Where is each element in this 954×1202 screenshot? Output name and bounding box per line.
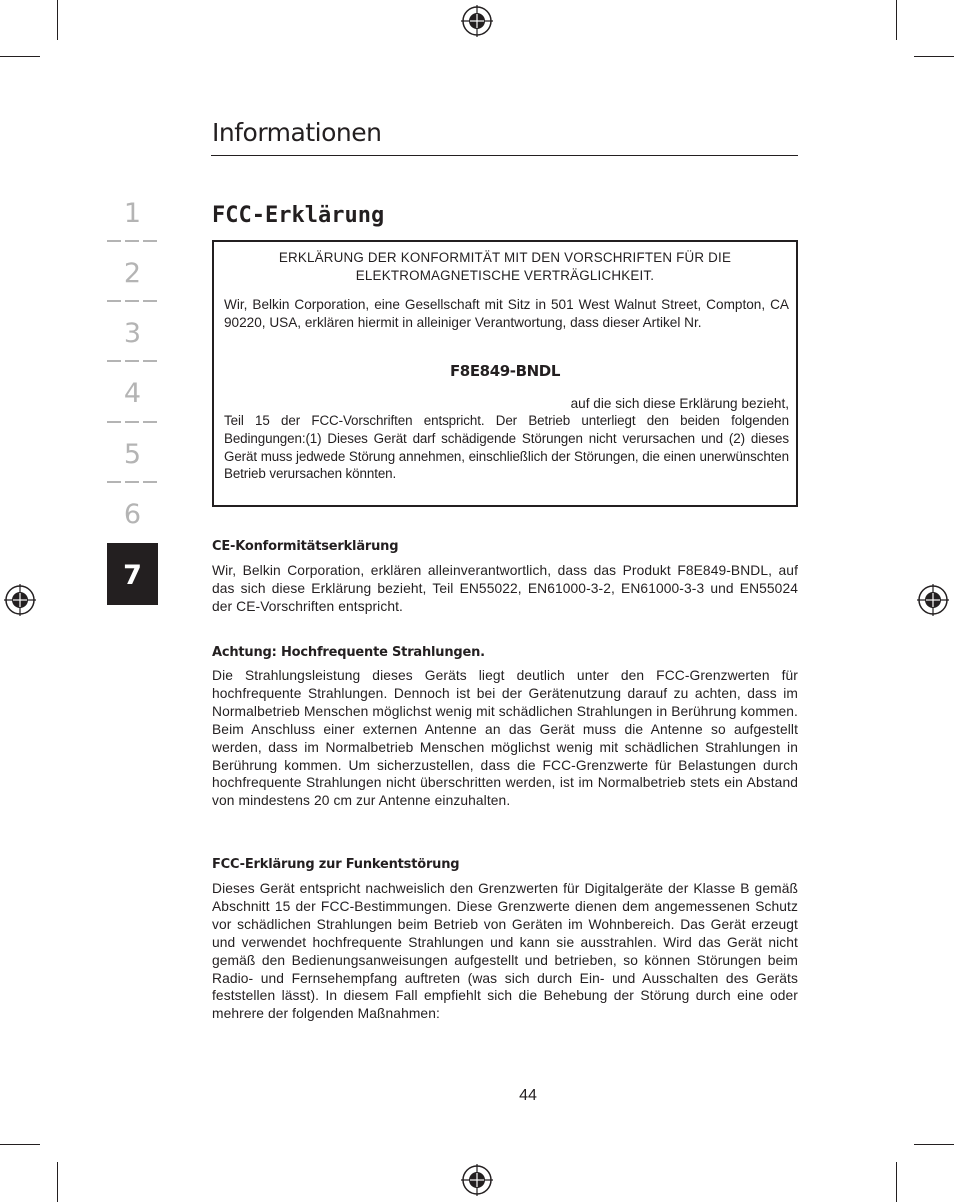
- declaration-heading: ERKLÄRUNG DER KONFORMITÄT MIT DEN VORSCHRIFTEN FÜR DIE ELEKTROMAGNETISCHE VERTRÄGLICHKEIT.: [278, 250, 732, 283]
- crop-mark: [0, 56, 40, 57]
- crop-mark: [914, 56, 954, 57]
- crop-mark: [57, 1162, 58, 1202]
- fcc-declaration-box: [212, 240, 798, 507]
- declaration-statement-lead: auf die sich diese Erklärung bezieht,: [570, 396, 789, 411]
- chapter-divider: [107, 421, 158, 423]
- radio-interference-text: Dieses Gerät entspricht nachweislich den Grenzwerten für Digitalgeräte der Klasse B gemäß Abschnitt 15 der FCC-Bestimmungen. Diese Grenzwerte dienen dem angemessenen Schutz vor schädlichen Strahlungen beim Betrieb von Geräten im Wohnbereich. Das Gerät erzeugt und verwendet hochfrequente Strahlungen und kann sie ausstrahlen. Wird das Gerät nicht gemäß den Bedienungsanweisungen aufgestellt und betrieben, so können Störungen beim Radio- und Fernsehempfang auftreten (was sich durch Ein- und Ausschalten des Geräts feststellen lässt). In diesem Fall empfiehlt sich die Behebung der Störung durch eine oder mehrere der folgenden Maßnahmen:: [212, 881, 798, 1022]
- caution-heading: Achtung: Hochfrequente Strahlungen.: [212, 645, 485, 660]
- chapter-tab-3[interactable]: 3: [123, 318, 142, 349]
- declaration-statement: Teil 15 der FCC-Vorschriften entspricht. Der Betrieb unterliegt den beiden folgenden Bedingungen:(1) Dieses Gerät darf schädigende Störungen nicht verursachen und (2) dieses Gerät muss jedwede Störung annehmen, einschließlich der Störungen, die einen unerwünschten Betrieb verursachen könnten.: [224, 413, 789, 482]
- page-title: Informationen: [212, 118, 382, 147]
- page-number: 44: [519, 1087, 537, 1104]
- registration-mark-icon: [461, 1164, 493, 1196]
- declaration-intro: Wir, Belkin Corporation, eine Gesellschaft mit Sitz in 501 West Walnut Street, Compton, CA 90220, USA, erklären hiermit in alleiniger Verantwortung, dass dieser Artikel Nr.: [224, 297, 789, 330]
- chapter-tab-4[interactable]: 4: [123, 378, 142, 409]
- crop-mark: [57, 0, 58, 40]
- crop-mark: [896, 0, 897, 40]
- chapter-tab-7-active[interactable]: 7: [107, 543, 158, 605]
- crop-mark: [914, 1144, 954, 1145]
- chapter-divider: [107, 240, 158, 242]
- chapter-divider: [107, 481, 158, 483]
- radio-interference-heading: FCC-Erklärung zur Funkentstörung: [212, 857, 460, 872]
- chapter-divider: [107, 360, 158, 362]
- section-title: FCC-Erklärung: [212, 203, 385, 228]
- declaration-model-number: F8E849-BNDL: [449, 362, 561, 380]
- chapter-tab-6[interactable]: 6: [123, 499, 142, 530]
- ce-text: Wir, Belkin Corporation, erklären alleinverantwortlich, dass das Produkt F8E849-BNDL, auf das sich diese Erklärung bezieht, Teil EN55022, EN61000-3-2, EN61000-3-3 und EN55024 der CE-Vorschriften entspricht.: [212, 563, 798, 614]
- chapter-tab-5[interactable]: 5: [123, 439, 142, 470]
- registration-mark-icon: [917, 584, 949, 616]
- chapter-tab-1[interactable]: 1: [123, 198, 142, 229]
- crop-mark: [0, 1144, 40, 1145]
- chapter-tab-2[interactable]: 2: [123, 258, 142, 289]
- registration-mark-icon: [461, 5, 493, 37]
- caution-text: Die Strahlungsleistung dieses Geräts liegt deutlich unter den FCC-Grenzwerten für hochfrequente Strahlungen. Dennoch ist bei der Gerätenutzung darauf zu achten, dass im Normalbetrieb Menschen möglichst wenig mit schädlichen Strahlungen in Berührung kommen. Beim Anschluss einer externen Antenne an das Gerät muss die Antenne so aufgestellt werden, dass im Normalbetrieb Menschen möglichst wenig mit schädlichen Strahlungen in Berührung kommen. Um sicherzustellen, dass die FCC-Grenzwerte für Belastungen durch hochfrequente Strahlungen nicht überschritten werden, ist im Normalbetrieb stets ein Abstand von mindestens 20 cm zur Antenne einzuhalten.: [212, 668, 798, 809]
- chapter-divider: [107, 300, 158, 302]
- header-divider: [211, 155, 798, 156]
- ce-heading: CE-Konformitätserklärung: [212, 539, 399, 554]
- registration-mark-icon: [4, 584, 36, 616]
- crop-mark: [896, 1162, 897, 1202]
